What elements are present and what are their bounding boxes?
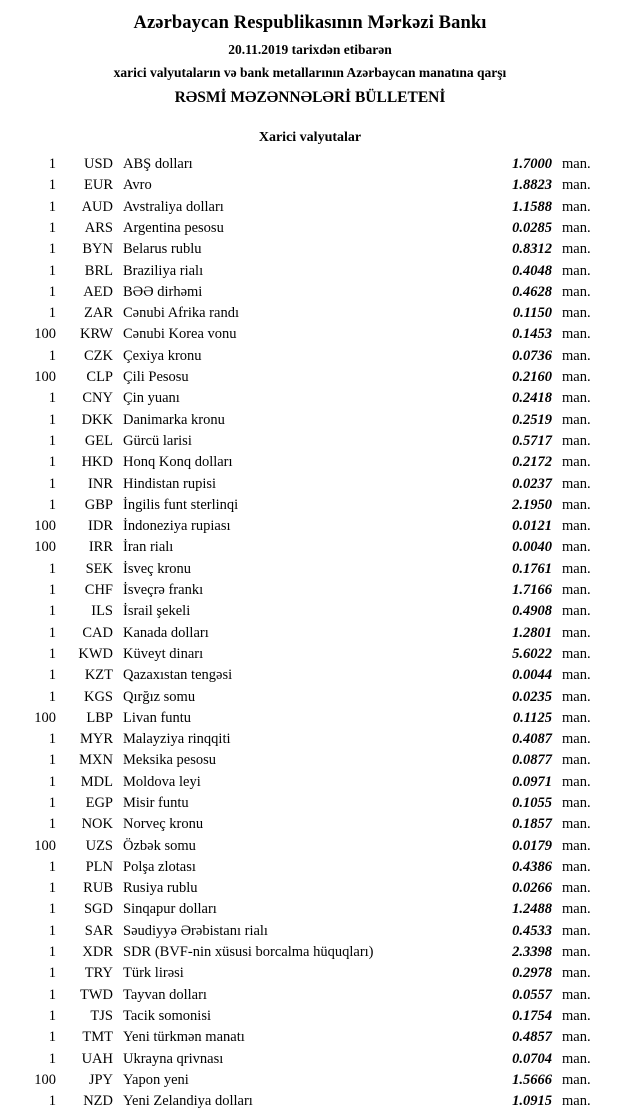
table-row [14,750,606,771]
table-row [14,708,606,729]
table-row [14,175,606,196]
currency-code: KGS [83,688,113,705]
table-row [14,623,606,644]
currency-unit: man. [562,624,591,641]
table-row [14,282,606,303]
table-row [14,495,606,516]
table-row [14,687,606,708]
currency-name: Hindistan rupisi [123,475,217,492]
currency-quantity: 1 [48,816,56,833]
currency-name: Misir funtu [123,795,189,811]
currency-unit: man. [562,560,591,577]
currency-unit: man. [562,156,591,173]
currency-quantity: 1 [48,688,56,705]
currency-quantity: 1 [48,922,56,939]
table-row [14,772,606,793]
currency-code: TMT [82,1029,113,1046]
table-row [14,239,606,260]
currency-code: EUR [84,177,113,194]
currency-rate: 0.4857 [512,1029,552,1046]
table-row [14,878,606,899]
currency-rate: 0.2519 [512,411,552,428]
currency-quantity: 1 [48,731,56,748]
currency-quantity: 1 [48,1093,56,1110]
currency-quantity: 1 [48,156,56,173]
currency-name: İndoneziya rupiası [123,518,231,535]
table-row [14,985,606,1006]
table-row [14,197,606,218]
currency-name: İsveç kronu [123,560,192,577]
currency-name: Moldova leyi [123,773,201,790]
currency-unit: man. [562,241,591,258]
currency-rate: 2.3398 [512,944,552,961]
table-row [14,452,606,473]
currency-name: SDR (BVF-nin xüsusi borcalma hüquqları) [123,944,374,961]
currency-name: ABŞ dolları [123,156,193,173]
currency-name: Çexiya kronu [123,347,202,364]
currency-quantity: 1 [48,390,56,407]
table-row [14,218,606,239]
table-row [14,963,606,984]
currency-code: JPY [88,1071,113,1088]
currency-unit: man. [562,688,591,705]
currency-code: ZAR [84,305,113,322]
table-row [14,1006,606,1027]
currency-code: XDR [82,944,113,961]
currency-quantity: 1 [48,795,56,811]
currency-name: Kanada dolları [123,624,209,641]
currency-quantity: 1 [48,773,56,790]
currency-rate: 1.1588 [512,198,552,215]
currency-rate: 0.2160 [512,369,552,386]
currency-rate: 0.0704 [512,1050,552,1067]
currency-rate: 0.4533 [512,922,552,939]
currency-name: Tayvan dolları [123,986,207,1003]
currency-code: BRL [84,262,113,279]
currency-unit: man. [562,1093,591,1110]
currency-unit: man. [562,305,591,322]
currency-code: TJS [90,1007,113,1024]
currency-rate: 0.4628 [512,283,552,300]
table-row [14,1049,606,1070]
currency-unit: man. [562,986,591,1003]
currency-unit: man. [562,1007,591,1024]
currency-unit: man. [562,518,591,535]
currency-name: Avro [123,177,152,194]
currency-name: Özbək somu [123,837,196,854]
currency-quantity: 1 [48,475,56,492]
table-row [14,324,606,345]
currency-name: Meksika pesosu [123,752,217,769]
table-row [14,261,606,282]
currency-code: GBP [84,496,113,513]
currency-code: DKK [81,411,113,428]
currency-name: Yeni türkmən manatı [123,1029,245,1046]
currency-rate: 0.0971 [512,773,552,790]
currency-code: BYN [82,241,113,258]
table-row [14,857,606,878]
currency-rate: 0.0044 [512,667,552,684]
currency-code: INR [88,475,113,492]
currency-unit: man. [562,752,591,769]
currency-unit: man. [562,965,591,982]
currency-name: Argentina pesosu [123,219,224,236]
currency-name: Tacik somonisi [123,1007,211,1024]
currency-rate: 1.5666 [512,1071,552,1088]
currency-rate: 0.4048 [512,262,552,279]
currency-code: CZK [84,347,113,364]
currency-quantity: 1 [48,603,56,620]
currency-code: TWD [79,986,113,1003]
currency-name: Ukrayna qrivnası [123,1050,224,1067]
currency-name: Malayziya rinqqiti [123,731,231,748]
currency-unit: man. [562,795,591,811]
currency-name: Çin yuanı [123,390,180,407]
table-row [14,474,606,495]
currency-quantity: 1 [48,496,56,513]
currency-quantity: 100 [34,369,56,386]
currency-unit: man. [562,645,591,662]
currency-unit: man. [562,219,591,236]
currency-quantity: 1 [48,880,56,897]
currency-quantity: 100 [34,518,56,535]
currency-unit: man. [562,944,591,961]
table-row [14,516,606,537]
currency-quantity: 1 [48,198,56,215]
table-row [14,367,606,388]
currency-quantity: 100 [34,837,56,854]
currency-rates-table [14,154,606,1112]
table-row [14,793,606,814]
currency-rate: 1.0915 [512,1093,552,1110]
currency-unit: man. [562,411,591,428]
currency-code: CAD [82,624,113,641]
currency-rate: 0.0266 [512,880,552,897]
currency-unit: man. [562,1029,591,1046]
currency-code: ARS [84,219,113,236]
currency-name: Belarus rublu [123,241,202,258]
currency-rate: 0.4908 [512,603,552,620]
table-row [14,1027,606,1048]
currency-quantity: 1 [48,858,56,875]
currency-rate: 0.2418 [512,390,552,407]
currency-name: Çili Pesosu [123,369,189,386]
table-row [14,410,606,431]
currency-unit: man. [562,390,591,407]
section-title-foreign-currencies: Xarici valyutalar [258,130,362,146]
table-row [14,1070,606,1091]
bank-title: Azərbaycan Respublikasının Mərkəzi Bankı [133,13,487,33]
bulletin-title: RƏSMİ MƏZƏNNƏLƏRİ BÜLLETENİ [174,88,446,106]
currency-quantity: 1 [48,1007,56,1024]
currency-name: İngilis funt sterlinqi [123,496,239,513]
currency-rate: 0.0235 [512,688,552,705]
currency-rate: 0.8312 [512,241,552,258]
effective-date: 20.11.2019 tarixdən etibarən [228,42,392,58]
currency-code: NOK [81,816,113,833]
currency-name: Qırğız somu [123,688,196,705]
table-row [14,836,606,857]
table-row [14,729,606,750]
currency-name: Cənubi Afrika randı [123,305,239,322]
currency-quantity: 1 [48,177,56,194]
table-row [14,580,606,601]
currency-rate: 1.2801 [512,624,552,641]
table-row [14,346,606,367]
currency-quantity: 1 [48,432,56,449]
currency-rate: 0.0877 [512,752,552,769]
currency-name: Braziliya rialı [123,262,204,279]
currency-rate: 0.5717 [512,432,552,449]
currency-code: USD [83,156,113,173]
currency-code: UZS [85,837,113,854]
currency-quantity: 100 [34,326,56,343]
currency-rate: 1.7000 [512,156,552,173]
table-row [14,665,606,686]
currency-quantity: 1 [48,219,56,236]
currency-rate: 0.1453 [512,326,552,343]
document-header [14,12,606,107]
table-row [14,388,606,409]
document-subtitle: xarici valyutaların və bank metallarının Azərbaycan manatına qarşı [113,65,507,81]
currency-code: AUD [81,198,113,215]
currency-rate: 0.1150 [512,305,552,322]
currency-code: HKD [81,454,113,471]
currency-name: İran rialı [123,539,174,556]
currency-code: CHF [84,582,113,599]
currency-name: Rusiya rublu [123,880,198,897]
currency-unit: man. [562,858,591,875]
currency-quantity: 1 [48,347,56,364]
currency-rate: 1.8823 [512,177,552,194]
currency-code: AED [83,283,113,300]
currency-unit: man. [562,347,591,364]
currency-quantity: 1 [48,752,56,769]
currency-quantity: 1 [48,624,56,641]
currency-quantity: 1 [48,454,56,471]
table-row [14,559,606,580]
currency-quantity: 1 [48,1050,56,1067]
currency-unit: man. [562,709,591,726]
currency-unit: man. [562,837,591,854]
currency-quantity: 1 [48,582,56,599]
currency-quantity: 1 [48,901,56,918]
currency-code: SEK [85,560,113,577]
currency-code: EGP [85,795,113,811]
currency-unit: man. [562,582,591,599]
currency-unit: man. [562,901,591,918]
currency-unit: man. [562,731,591,748]
currency-unit: man. [562,1071,591,1088]
currency-name: Cənubi Korea vonu [123,326,237,343]
currency-rate: 0.0040 [512,539,552,556]
currency-name: Gürcü larisi [123,432,192,449]
currency-quantity: 1 [48,241,56,258]
currency-quantity: 1 [48,645,56,662]
currency-rate: 0.0557 [512,986,552,1003]
currency-name: İsrail şekeli [123,603,191,620]
currency-code: UAH [81,1050,113,1067]
currency-unit: man. [562,432,591,449]
currency-quantity: 1 [48,560,56,577]
currency-unit: man. [562,816,591,833]
currency-unit: man. [562,539,591,556]
table-row [14,921,606,942]
currency-rate: 0.0285 [512,219,552,236]
currency-rate: 2.1950 [512,496,552,513]
currency-name: Honq Konq dolları [123,454,233,471]
currency-rate: 0.1055 [512,795,552,811]
currency-rate: 0.1857 [512,816,552,833]
currency-unit: man. [562,177,591,194]
currency-name: Danimarka kronu [123,411,225,428]
currency-unit: man. [562,454,591,471]
currency-code: MYR [79,731,113,748]
currency-rate: 0.2172 [512,454,552,471]
currency-name: Polşa zlotası [123,858,196,875]
currency-code: KWD [78,645,113,662]
currency-code: RUB [83,880,113,897]
currency-name: Küveyt dinarı [123,645,204,662]
currency-code: SAR [84,922,113,939]
table-row [14,431,606,452]
currency-quantity: 1 [48,411,56,428]
currency-unit: man. [562,1050,591,1067]
currency-code: IRR [88,539,113,556]
table-row [14,537,606,558]
table-row [14,1091,606,1112]
currency-code: KRW [79,326,113,343]
currency-unit: man. [562,667,591,684]
currency-unit: man. [562,603,591,620]
currency-rate: 0.1754 [512,1007,552,1024]
currency-rate: 0.0237 [512,475,552,492]
currency-quantity: 100 [34,539,56,556]
currency-quantity: 1 [48,667,56,684]
currency-unit: man. [562,262,591,279]
currency-unit: man. [562,283,591,300]
currency-code: CNY [82,390,113,407]
currency-rate: 1.2488 [512,901,552,918]
currency-rate: 0.4087 [512,731,552,748]
currency-code: CLP [86,369,113,386]
currency-quantity: 1 [48,262,56,279]
table-row [14,644,606,665]
currency-quantity: 1 [48,944,56,961]
currency-unit: man. [562,475,591,492]
currency-name: BƏƏ dirhəmi [123,283,203,300]
currency-name: Səudiyyə Ərəbistanı rialı [123,922,268,939]
table-row [14,899,606,920]
table-row [14,601,606,622]
currency-unit: man. [562,369,591,386]
table-row [14,942,606,963]
currency-code: KZT [84,667,113,684]
currency-code: ILS [91,603,113,620]
currency-name: Türk lirəsi [123,965,184,982]
currency-quantity: 100 [34,709,56,726]
currency-unit: man. [562,496,591,513]
currency-name: Yapon yeni [123,1071,189,1088]
currency-unit: man. [562,880,591,897]
currency-code: PLN [85,858,113,875]
currency-code: IDR [88,518,113,535]
currency-rate: 1.7166 [512,582,552,599]
currency-code: SGD [83,901,113,918]
currency-name: İsveçrə frankı [123,582,204,599]
table-row [14,814,606,835]
currency-rate: 0.2978 [512,965,552,982]
currency-name: Norveç kronu [123,816,204,833]
currency-rate: 5.6022 [512,645,552,662]
currency-rate: 0.1761 [512,560,552,577]
currency-quantity: 1 [48,305,56,322]
currency-name: Sinqapur dolları [123,901,217,918]
currency-quantity: 100 [34,1071,56,1088]
currency-name: Yeni Zelandiya dolları [123,1093,253,1110]
currency-name: Avstraliya dolları [123,198,224,215]
currency-quantity: 1 [48,283,56,300]
table-row [14,303,606,324]
currency-code: GEL [84,432,113,449]
currency-unit: man. [562,198,591,215]
currency-quantity: 1 [48,965,56,982]
currency-unit: man. [562,922,591,939]
currency-rate: 0.4386 [512,858,552,875]
currency-rate: 0.1125 [512,709,552,726]
currency-unit: man. [562,326,591,343]
currency-rate: 0.0736 [512,347,552,364]
currency-unit: man. [562,773,591,790]
currency-name: Qazaxıstan tengəsi [123,667,233,684]
currency-code: MDL [80,773,113,790]
currency-quantity: 1 [48,1029,56,1046]
currency-code: TRY [84,965,113,982]
currency-rate: 0.0179 [512,837,552,854]
currency-name: Livan funtu [123,709,192,726]
currency-code: NZD [83,1093,113,1110]
currency-quantity: 1 [48,986,56,1003]
currency-rate: 0.0121 [512,518,552,535]
currency-code: LBP [86,709,113,726]
currency-code: MXN [79,752,113,769]
table-row [14,154,606,175]
